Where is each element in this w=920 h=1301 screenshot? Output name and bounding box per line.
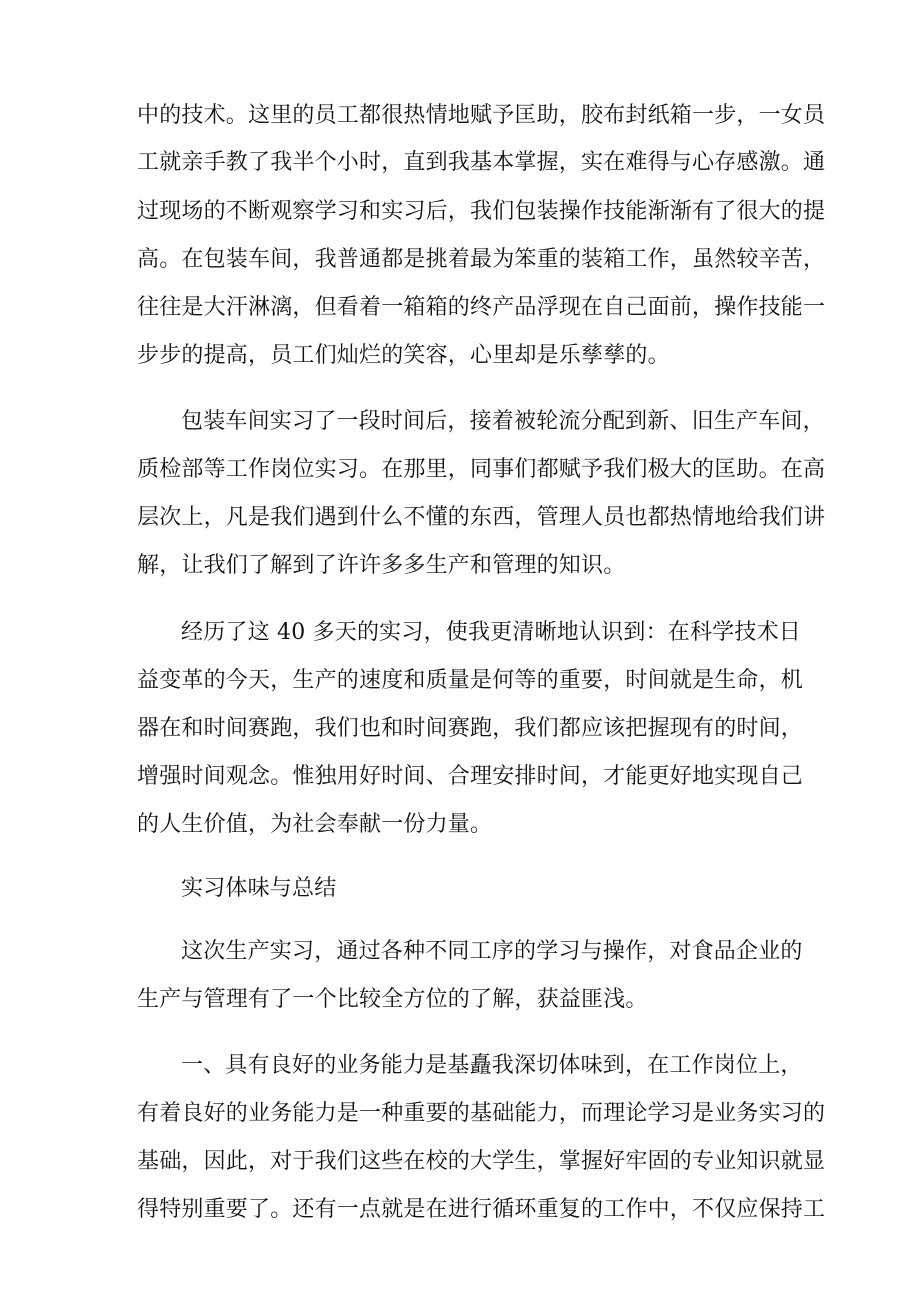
text-line: 质检部等工作岗位实习。在那里，同事们都赋予我们极大的匡助。在高 [137, 457, 826, 482]
text-line: 益变革的今天，生产的速度和质量是何等的重要，时间就是生命，机 [137, 668, 804, 693]
text-line: 过现场的不断观察学习和实习后，我们包装操作技能渐渐有了很大的提 [137, 199, 826, 224]
section-heading: 实习体味与总结 [181, 876, 337, 901]
text-line: 器在和时间赛跑，我们也和时间赛跑，我们都应该把握现有的时间， [137, 716, 804, 741]
text-line: 经历了这 40 多天的实习，使我更清晰地认识到：在科学技术日 [181, 620, 801, 645]
text-line: 有着良好的业务能力是一种重要的基础能力，而理论学习是业务实习的 [137, 1101, 826, 1126]
text-line: 生产与管理有了一个比较全方位的了解，获益匪浅。 [137, 987, 648, 1012]
text-line: 高。在包装车间，我普通都是挑着最为笨重的装箱工作，虽然较辛苦， [137, 247, 826, 272]
text-line: 中的技术。这里的员工都很热情地赋予匡助，胶布封纸箱一步，一女员 [137, 103, 826, 128]
text-line: 的人生价值，为社会奉献一份力量。 [137, 812, 493, 837]
text-line: 工就亲手教了我半个小时，直到我基本掌握，实在难得与心存感激。通 [137, 150, 826, 175]
text-line: 一、具有良好的业务能力是基矗我深切体味到，在工作岗位上， [181, 1053, 803, 1078]
text-line: 包装车间实习了一段时间后，接着被轮流分配到新、旧生产车间， [181, 409, 825, 434]
text-line: 基础，因此，对于我们这些在校的大学生，掌握好牢固的专业知识就显 [137, 1149, 826, 1174]
text-line: 这次生产实习，通过各种不同工序的学习与操作，对食品企业的 [181, 939, 803, 964]
text-line: 往往是大汗淋漓，但看着一箱箱的终产品浮现在自己面前，操作技能一 [137, 295, 826, 320]
text-line: 解，让我们了解到了许许多多生产和管理的知识。 [137, 553, 626, 578]
text-line: 层次上，凡是我们遇到什么不懂的东西，管理人员也都热情地给我们讲 [137, 505, 826, 530]
text-line: 步步的提高，员工们灿烂的笑容，心里却是乐孳孳的。 [137, 343, 670, 368]
text-line: 得特别重要了。还有一点就是在进行循环重复的工作中，不仅应保持工 [137, 1197, 826, 1222]
text-line: 增强时间观念。惟独用好时间、合理安排时间，才能更好地实现自己 [137, 764, 804, 789]
